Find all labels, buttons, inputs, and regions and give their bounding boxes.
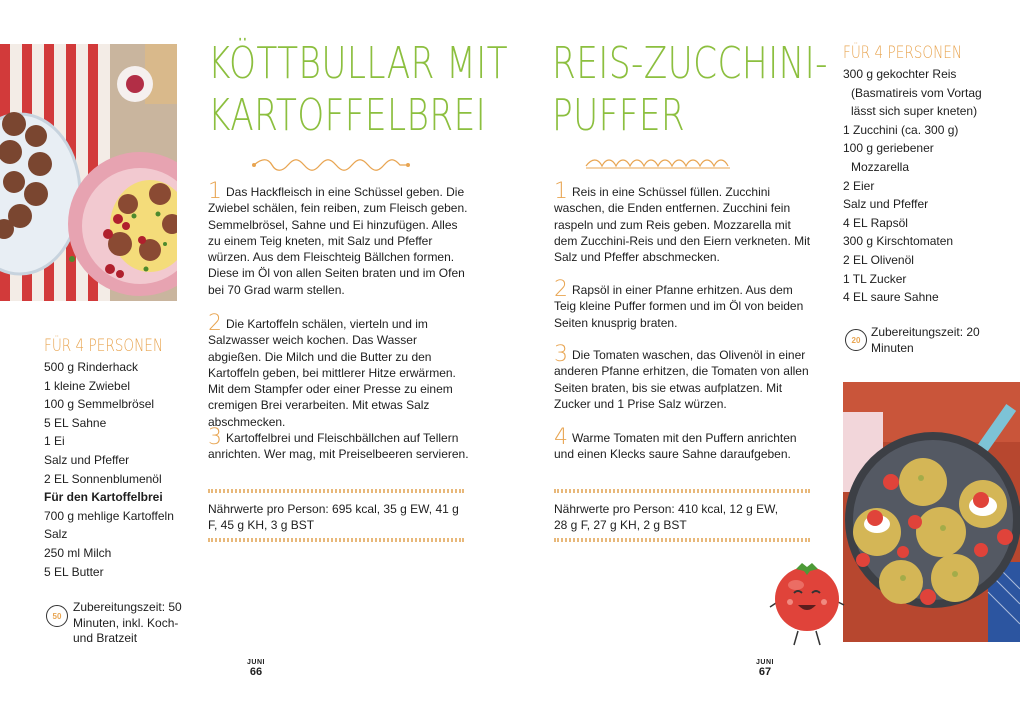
timer-value: 20 <box>851 335 861 345</box>
ingredients-list <box>44 358 184 581</box>
ornament-divider <box>252 156 410 179</box>
page-month: JUNI <box>756 659 774 666</box>
tomato-mascot <box>766 555 848 652</box>
step-text: Die Kartoffeln schälen, vierteln und im Salzwasser weich kochen. Das Wasser abgießen. Die Milch und die Butter zu den Kartoffeln geben, bei mittlerer Hitze erwärmen. Mit dem Stampfer oder einer Presse zu einem cremigen Brei verarbeiten. Mit etwas Salz abschmecken. <box>208 317 456 429</box>
puffer-photo <box>843 382 1020 642</box>
page-number-right <box>745 659 785 678</box>
ingredient-note: lässt sich super kneten) <box>851 104 978 119</box>
ingredient-item: 1 TL Zucker <box>843 271 907 286</box>
ingredient-item: 1 kleine Zwiebel <box>44 378 131 393</box>
step-2 <box>208 311 470 430</box>
step-number: 1 <box>208 179 222 204</box>
nutrition-divider-top <box>554 489 810 493</box>
timer-icon <box>845 329 867 351</box>
ingredient-item: 5 EL Sahne <box>44 415 107 430</box>
page-number: 67 <box>758 666 772 678</box>
page-number-left <box>236 659 276 678</box>
ingredient-item: 250 ml Milch <box>44 545 112 560</box>
step-number: 4 <box>554 425 568 450</box>
page-number: 66 <box>249 666 263 678</box>
ingredient-subheading: Für den Kartoffelbrei <box>44 490 163 505</box>
preparation-time: Zubereitungszeit: 20 Minuten <box>871 325 980 355</box>
nutrition-divider-top <box>208 489 464 493</box>
ingredient-item: 300 g gekochter Reis <box>843 67 957 81</box>
step-1 <box>208 179 470 298</box>
ingredient-note: (Basmatireis vom Vortag <box>851 85 982 100</box>
step-text: Rapsöl in einer Pfanne erhitzen. Aus dem Teig kleine Puffer formen und im Öl von beiden Seiten knusprig braten. <box>554 283 804 330</box>
ingredient-note: Mozzarella <box>851 159 910 174</box>
nutrition-divider-bottom <box>208 538 464 542</box>
ingredient-item: 700 g mehlige Kartoffeln <box>44 508 174 523</box>
ingredient-item: 100 g geriebener <box>843 141 934 156</box>
step-number: 3 <box>208 425 222 450</box>
title-line-2: KARTOFFELBREI <box>208 90 487 141</box>
step-4 <box>554 425 816 463</box>
step-1 <box>554 179 816 265</box>
ingredient-item: 4 EL saure Sahne <box>843 290 939 305</box>
step-text: Die Tomaten waschen, das Olivenöl in einer anderen Pfanne erhitzen, die Tomaten von allen Seiten braten, bis sie etwas aufplatzen. Mit Zucker und 1 Prise Salz würzen. <box>554 348 809 411</box>
step-2 <box>554 277 816 331</box>
ingredient-item: Salz <box>44 527 68 542</box>
step-number: 2 <box>208 311 222 336</box>
step-3 <box>554 342 816 412</box>
title-line-1: REIS-ZUCCHINI- <box>552 38 828 89</box>
ingredients-heading: FÜR 4 PERSONEN <box>843 43 963 63</box>
timer-icon <box>46 605 68 627</box>
step-text: Reis in eine Schüssel füllen. Zucchini waschen, die Enden entfernen. Zucchini fein raspeln und zum Reis geben. Mozzarella mit dem Zucchini-Reis und den Eiern verkneten. Mit Salz und Pfeffer abschmecken. <box>554 185 811 265</box>
step-3 <box>208 425 470 463</box>
ingredient-item: 5 EL Butter <box>44 564 104 579</box>
step-text: Warme Tomaten mit den Puffern anrichten und einen Klecks saure Sahne daraufgeben. <box>554 431 797 462</box>
nutrition-info: Nährwerte pro Person: 410 kcal, 12 g EW, 28 g F, 27 g KH, 2 g BST <box>554 502 779 533</box>
step-text: Das Hackfleisch in eine Schüssel geben. Die Zwiebel schälen, fein reiben, zum Fleisch geben. Semmelbrösel, Sahne und Ei hinzufügen. Alles zu einem Teig kneten, mit Salz und Pfeffer würzen. Aus dem Fleischteig Bällchen formen. Diese im Öl von allen Seiten braten und im Ofen bei 70 Grad warm stellen. <box>208 185 468 297</box>
ingredient-item: Salz und Pfeffer <box>44 452 130 467</box>
ingredient-item: 500 g Rinderhack <box>44 360 139 374</box>
ingredient-item: 4 EL Rapsöl <box>843 215 908 230</box>
page-month: JUNI <box>247 659 265 666</box>
koettbullar-photo <box>0 44 177 301</box>
ingredient-item: 300 g Kirschtomaten <box>843 234 954 249</box>
nutrition-divider-bottom <box>554 538 810 542</box>
ingredient-item: 2 EL Sonnenblumenöl <box>44 471 162 486</box>
step-number: 1 <box>554 179 568 204</box>
title-line-2: PUFFER <box>552 90 686 141</box>
ingredients-heading: FÜR 4 PERSONEN <box>44 336 164 356</box>
timer-value: 50 <box>52 611 62 621</box>
step-number: 2 <box>554 277 568 302</box>
recipe-title-puffer <box>552 38 828 142</box>
ingredient-item: 1 Zucchini (ca. 300 g) <box>843 122 959 137</box>
nutrition-info: Nährwerte pro Person: 695 kcal, 35 g EW, 41 g F, 45 g KH, 3 g BST <box>208 502 459 533</box>
ingredients-list <box>843 65 1013 307</box>
ingredient-item: Salz und Pfeffer <box>843 197 929 212</box>
title-line-1: KÖTTBULLAR MIT <box>208 38 508 89</box>
ingredient-item: 2 EL Olivenöl <box>843 252 914 267</box>
ingredient-item: 100 g Semmelbrösel <box>44 397 155 412</box>
preparation-time: Zubereitungszeit: 50 Minuten, inkl. Koch- und Bratzeit <box>73 600 182 645</box>
recipe-title-koettbullar <box>208 38 508 142</box>
step-number: 3 <box>554 342 568 367</box>
ingredient-item: 2 Eier <box>843 178 875 193</box>
step-text: Kartoffelbrei und Fleischbällchen auf Tellern anrichten. Wer mag, mit Preiselbeeren servieren. <box>208 431 469 462</box>
ornament-divider <box>584 154 734 177</box>
ingredient-item: 1 Ei <box>44 434 65 449</box>
